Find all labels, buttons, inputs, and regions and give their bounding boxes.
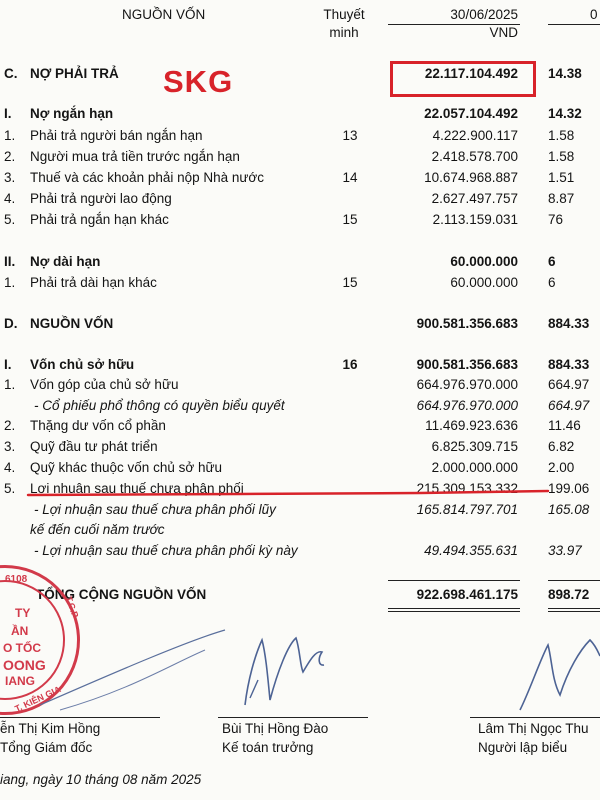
- table-row: [0, 398, 600, 418]
- source-column-label: NGUỒN VỐN: [122, 7, 206, 22]
- stamp-text: OONG: [3, 657, 46, 673]
- row-code: 3.: [4, 439, 16, 454]
- total-bottom-rule-prior: [548, 608, 600, 609]
- row-current-value: 2.113.159.031: [432, 212, 518, 227]
- row-current-value: 664.976.970.000: [416, 398, 518, 413]
- row-name: - Cổ phiếu phổ thông có quyền biểu quyết: [34, 398, 285, 413]
- table-row: [0, 106, 600, 126]
- table-row: [0, 316, 600, 336]
- signer-title-middle: Kế toán trưởng: [222, 740, 314, 755]
- row-current-value: 165.814.797.701: [416, 502, 518, 517]
- row-prior-value: 664.97: [548, 398, 590, 413]
- footer-date-line: iang, ngày 10 tháng 08 năm 2025: [0, 772, 202, 787]
- table-row-continuation: [0, 522, 600, 542]
- signer-name-right: Lâm Thị Ngọc Thu: [478, 721, 589, 736]
- row-note: 16: [342, 357, 358, 372]
- row-current-value: 922.698.461.175: [416, 587, 518, 602]
- signature-line-middle: [218, 717, 368, 718]
- prior-column-rule: [548, 24, 600, 25]
- row-current-value: 49.494.355.631: [424, 543, 518, 558]
- row-prior-value: 664.97: [548, 377, 590, 392]
- row-prior-value: 898.72: [548, 587, 590, 602]
- signer-title-left: Tổng Giám đốc: [0, 740, 93, 755]
- row-current-value: 22.057.104.492: [424, 106, 518, 121]
- prior-period-date-fragment: 0: [590, 7, 598, 22]
- row-current-value: 60.000.000: [450, 275, 518, 290]
- row-name: Phải trả người lao động: [30, 191, 172, 206]
- row-prior-value: 1.51: [548, 170, 575, 185]
- row-prior-value: 8.87: [548, 191, 575, 206]
- ticker-annotation: SKG: [163, 64, 234, 99]
- row-code: 1.: [4, 377, 16, 392]
- signature-line-left: [0, 717, 160, 718]
- row-name-continuation: kế đến cuối năm trước: [30, 522, 165, 537]
- row-current-value: 900.581.356.683: [416, 316, 518, 331]
- table-row: [0, 418, 600, 438]
- signer-title-right: Người lập biểu: [478, 740, 568, 755]
- total-top-rule: [388, 580, 520, 581]
- row-current-value: 22.117.104.492: [424, 66, 518, 81]
- row-prior-value: 1.58: [548, 128, 575, 143]
- signature-stroke-right: [520, 640, 600, 710]
- row-name: Quỹ đầu tư phát triển: [30, 439, 158, 454]
- signature-stroke-middle: [245, 638, 324, 705]
- stamp-text: O TỐC: [3, 641, 41, 655]
- row-prior-value: 33.97: [548, 543, 582, 558]
- table-row: [0, 212, 600, 232]
- row-name: Quỹ khác thuộc vốn chủ sở hữu: [30, 460, 222, 475]
- signature-line-right: [470, 717, 600, 718]
- row-current-value: 664.976.970.000: [416, 377, 518, 392]
- row-current-value: 900.581.356.683: [416, 357, 518, 372]
- row-current-value: 2.418.578.700: [431, 149, 518, 164]
- row-code: C.: [4, 66, 18, 81]
- row-prior-value: 199.06: [548, 481, 590, 496]
- table-row: [0, 128, 600, 148]
- row-name: Lợi nhuận sau thuế chưa phân phối: [30, 481, 244, 496]
- table-row: [0, 377, 600, 397]
- row-name: Nợ dài hạn: [30, 254, 101, 269]
- row-note: 15: [342, 275, 358, 290]
- row-current-value: 60.000.000: [450, 254, 518, 269]
- table-row: [0, 460, 600, 480]
- row-prior-value: 14.32: [548, 106, 582, 121]
- row-code: 5.: [4, 212, 16, 227]
- row-name: Vốn góp của chủ sở hữu: [30, 377, 179, 392]
- table-row: [0, 275, 600, 295]
- row-note: 14: [342, 170, 358, 185]
- row-prior-value: 884.33: [548, 316, 590, 331]
- row-current-value: 4.222.900.117: [432, 128, 518, 143]
- stamp-text: ẦN: [11, 624, 29, 638]
- stamp-text: TY: [15, 606, 31, 620]
- row-name: TỔNG CỘNG NGUỒN VỐN: [36, 587, 207, 602]
- row-prior-value: 11.46: [548, 418, 581, 433]
- signature-stroke-left: [40, 630, 225, 705]
- row-current-value: 2.000.000.000: [431, 460, 518, 475]
- row-note: 15: [342, 212, 358, 227]
- row-prior-value: 76: [548, 212, 564, 227]
- row-current-value: 215.309.153.332: [416, 481, 518, 496]
- row-prior-value: 6: [548, 254, 556, 269]
- row-prior-value: 165.08: [548, 502, 590, 517]
- table-row: [0, 191, 600, 211]
- handwritten-signatures: [0, 610, 600, 720]
- row-code: I.: [4, 106, 12, 121]
- row-code: 3.: [4, 170, 16, 185]
- signer-name-left: ễn Thị Kim Hồng: [0, 721, 101, 736]
- row-name: Người mua trả tiền trước ngắn hạn: [30, 149, 240, 164]
- signature-stroke-left: [60, 650, 205, 710]
- stamp-text: IANG: [5, 674, 35, 688]
- total-bottom-rule: [388, 608, 520, 609]
- row-name: NGUỒN VỐN: [30, 316, 114, 331]
- row-current-value: 10.674.968.887: [424, 170, 518, 185]
- row-prior-value: 884.33: [548, 357, 590, 372]
- row-name: Vốn chủ sở hữu: [30, 357, 135, 372]
- table-row: [0, 149, 600, 169]
- row-name: - Lợi nhuận sau thuế chưa phân phối lũy: [34, 502, 276, 517]
- table-row: [0, 254, 600, 274]
- signature-stroke-middle: [250, 680, 258, 698]
- total-top-rule-prior: [548, 580, 600, 581]
- row-code: 5.: [4, 481, 16, 496]
- signer-name-middle: Bùi Thị Hồng Đào: [222, 721, 329, 736]
- row-prior-value: 14.38: [548, 66, 582, 81]
- table-row: [0, 502, 600, 522]
- row-code: 1.: [4, 275, 16, 290]
- current-period-unit: VND: [489, 25, 518, 40]
- stamp-rim-text: 6108: [5, 574, 28, 585]
- note-column-label-line2: minh: [329, 25, 359, 40]
- row-name: NỢ PHẢI TRẢ: [30, 66, 119, 81]
- row-prior-value: 2.00: [548, 460, 575, 475]
- row-code: 2.: [4, 149, 16, 164]
- note-column-label-line1: Thuyết: [323, 7, 365, 22]
- current-column-rule: [388, 24, 520, 25]
- row-name: Nợ ngắn hạn: [30, 106, 114, 121]
- red-underline-annotation: [0, 480, 600, 500]
- row-code: D.: [4, 316, 18, 331]
- row-name: Phải trả dài hạn khác: [30, 275, 157, 290]
- table-row: [0, 170, 600, 190]
- current-period-date: 30/06/2025: [450, 7, 518, 22]
- row-prior-value: 6: [548, 275, 556, 290]
- row-note: 13: [342, 128, 358, 143]
- table-row: [0, 439, 600, 459]
- row-code: I.: [4, 357, 12, 372]
- row-prior-value: 1.58: [548, 149, 575, 164]
- stamp-rim-text: T. KIÊN GIA: [13, 684, 63, 714]
- row-name: Phải trả người bán ngắn hạn: [30, 128, 203, 143]
- row-code: II.: [4, 254, 16, 269]
- highlight-box: [390, 61, 536, 97]
- row-prior-value: 6.82: [548, 439, 575, 454]
- row-name: Thuế và các khoản phải nộp Nhà nước: [30, 170, 265, 185]
- row-current-value: 11.469.923.636: [425, 418, 518, 433]
- row-code: 4.: [4, 191, 16, 206]
- table-row-total: [0, 587, 600, 607]
- row-name: Thặng dư vốn cổ phần: [30, 418, 166, 433]
- row-code: 4.: [4, 460, 16, 475]
- table-row: [0, 357, 600, 377]
- row-code: 2.: [4, 418, 16, 433]
- stamp-rim-text: T.C.P: [63, 594, 81, 620]
- row-name: - Lợi nhuận sau thuế chưa phân phối kỳ này: [34, 543, 298, 558]
- row-current-value: 2.627.497.757: [431, 191, 518, 206]
- row-code: 1.: [4, 128, 16, 143]
- row-name: Phải trả ngắn hạn khác: [30, 212, 169, 227]
- row-current-value: 6.825.309.715: [431, 439, 518, 454]
- table-row: [0, 543, 600, 563]
